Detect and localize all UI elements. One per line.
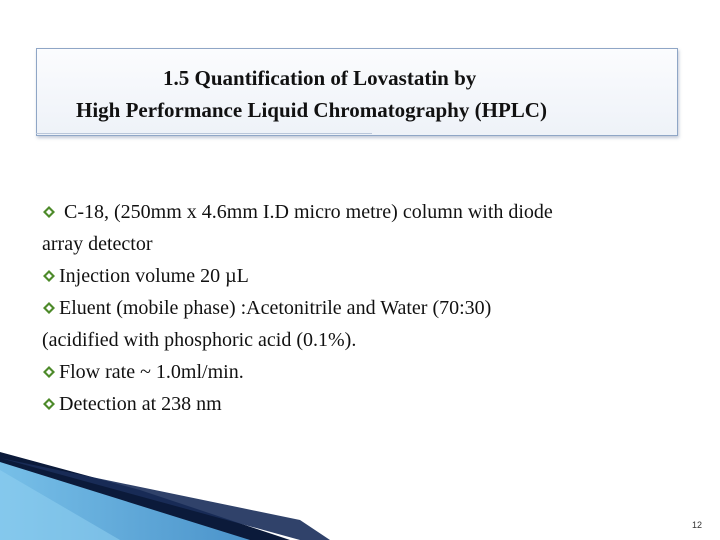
bullet-text: Flow rate ~ 1.0ml/min. <box>59 361 244 383</box>
bullet-list <box>42 196 682 420</box>
diamond-bullet-icon <box>42 301 56 315</box>
page-number: 12 <box>691 520 702 530</box>
bullet-item <box>42 356 682 388</box>
slide-title-line-2: High Performance Liquid Chromatography (HPLC) <box>76 98 547 122</box>
title-underline <box>36 133 372 134</box>
diamond-bullet-icon <box>42 205 56 219</box>
bullet-item <box>42 260 682 292</box>
diamond-bullet-icon <box>42 269 56 283</box>
diamond-bullet-icon <box>42 397 56 411</box>
bullet-text: Detection at 238 nm <box>59 393 222 415</box>
bullet-text: Eluent (mobile phase) :Acetonitrile and Water (70:30) <box>59 297 492 319</box>
bullet-item <box>42 292 682 356</box>
bullet-text: C-18, (250mm x 4.6mm I.D micro metre) column with diode <box>64 201 553 223</box>
bullet-item <box>42 388 682 420</box>
bullet-text: array detector <box>42 233 153 255</box>
diamond-bullet-icon <box>42 365 56 379</box>
bullet-text: (acidified with phosphoric acid (0.1%). <box>42 329 357 351</box>
slide-title-line-1: 1.5 Quantification of Lovastatin by <box>163 66 477 90</box>
title-box <box>36 48 678 136</box>
bullet-text: Injection volume 20 µL <box>59 265 249 287</box>
bullet-item <box>42 196 682 260</box>
